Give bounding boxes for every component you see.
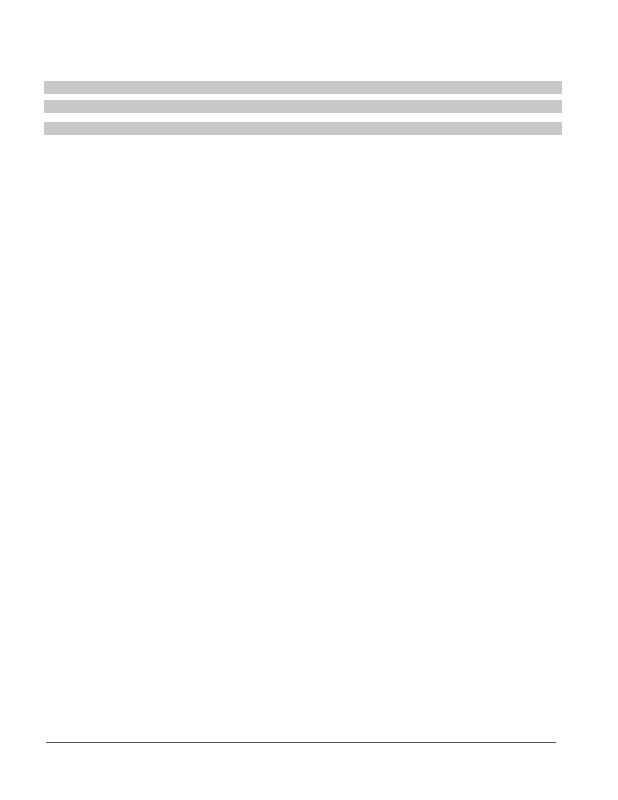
document-body xyxy=(48,50,562,138)
employability-bar xyxy=(44,100,562,113)
thinking-bar-label xyxy=(44,122,248,135)
thinking-bar xyxy=(44,122,562,135)
page-footer xyxy=(46,742,556,743)
employability-bar-left xyxy=(44,100,128,113)
leadership-bar-right xyxy=(102,81,112,94)
employability-bar-right xyxy=(128,100,130,113)
leadership-bar xyxy=(44,81,562,94)
leadership-bar-left xyxy=(44,81,102,94)
